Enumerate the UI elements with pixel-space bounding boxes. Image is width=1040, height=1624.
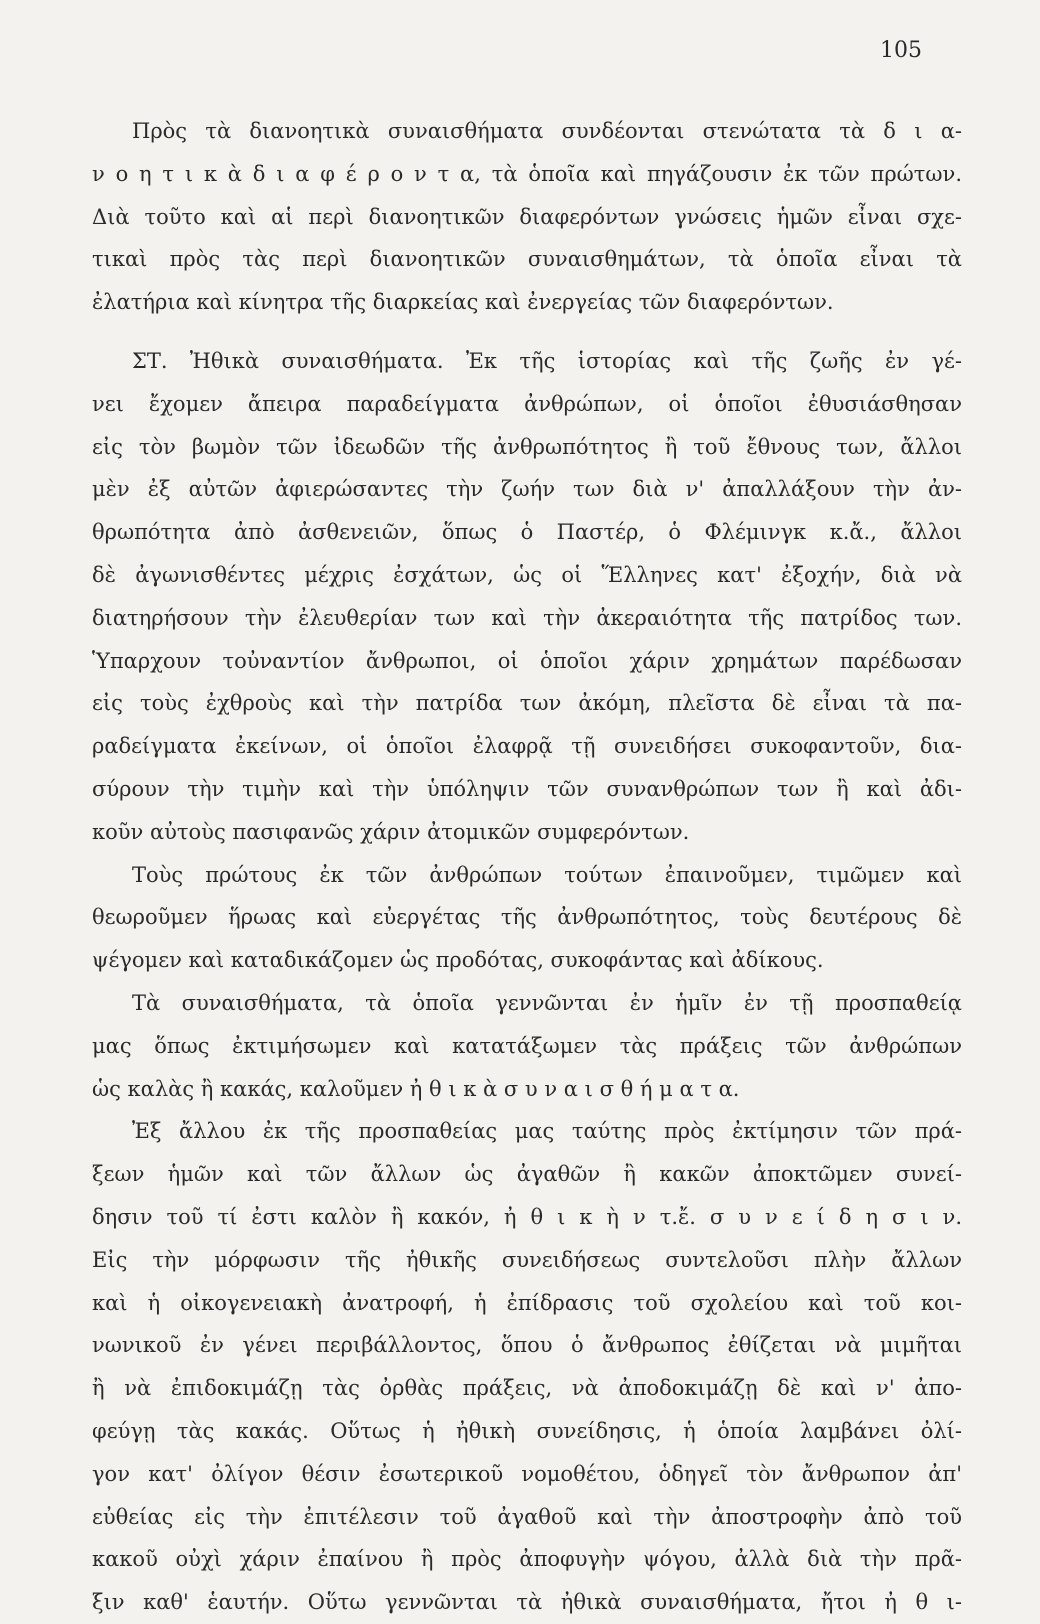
- text-line: ξεων ἡμῶν καὶ τῶν ἄλλων ὡς ἀγαθῶν ἢ κακῶν ἀποκτῶμεν συνεί-: [92, 1162, 962, 1187]
- text-line: δησιν τοῦ τί ἐστι καλὸν ἢ κακόν, ἠ θ ι κ ὴ ν τ.ἔ. σ υ ν ε ί δ η σ ι ν.: [92, 1204, 962, 1229]
- text-line: μας ὅπως ἐκτιμήσωμεν καὶ κατατάξωμεν τὰς πράξεις τῶν ἀνθρώπων: [92, 1033, 962, 1058]
- text-line: διατηρήσουν τὴν ἐλευθερίαν των καὶ τὴν ἀκεραιότητα τῆς πατρίδος των.: [92, 605, 962, 630]
- text-line: ξιν καθ' ἑαυτήν. Οὕτω γεννῶνται τὰ ἠθικὰ συναισθήματα, ἤτοι ἠ θ ι-: [92, 1590, 962, 1615]
- text-line: νωνικοῦ ἐν γένει περιβάλλοντος, ὅπου ὁ ἄνθρωπος ἐθίζεται νὰ μιμῆται: [92, 1333, 962, 1358]
- text-line: εἰς τοὺς ἐχθροὺς καὶ τὴν πατρίδα των ἀκόμη, πλεῖστα δὲ εἶναι τὰ πα-: [92, 691, 962, 716]
- text-line: εὐθείας εἰς τὴν ἐπιτέλεσιν τοῦ ἀγαθοῦ καὶ τὴν ἀποστροφὴν ἀπὸ τοῦ: [92, 1504, 962, 1529]
- text-line: κακοῦ οὐχὶ χάριν ἐπαίνου ἢ πρὸς ἀποφυγὴν ψόγου, ἀλλὰ διὰ τὴν πρᾶ-: [92, 1547, 962, 1572]
- body-text: [92, 110, 962, 1624]
- text-line: φεύγῃ τὰς κακάς. Οὕτως ἡ ἠθικὴ συνείδησις, ἡ ὁποία λαμβάνει ὀλί-: [92, 1418, 962, 1443]
- text-line: Τὰ συναισθήματα, τὰ ὁποῖα γεννῶνται ἐν ἡμῖν ἐν τῇ προσπαθείᾳ: [132, 990, 962, 1015]
- text-line: εἰς τὸν βωμὸν τῶν ἰδεωδῶν τῆς ἀνθρωπότητος ἢ τοῦ ἔθνους των, ἄλλοι: [92, 434, 962, 459]
- text-line: ἐλατήρια καὶ κίνητρα τῆς διαρκείας καὶ ἐνεργείας τῶν διαφερόντων.: [92, 290, 834, 315]
- text-line: ν ο η τ ι κ ὰ δ ι α φ έ ρ ο ν τ α, τὰ ὁποῖα καὶ πηγάζουσιν ἐκ τῶν πρώτων.: [92, 161, 962, 186]
- text-line: Πρὸς τὰ διανοητικὰ συναισθήματα συνδέονται στενώτατα τὰ δ ι α-: [132, 119, 962, 143]
- text-line: Ἐξ ἄλλου ἐκ τῆς προσπαθείας μας ταύτης πρὸς ἐκτίμησιν τῶν πρά-: [132, 1119, 962, 1144]
- text-line: θρωπότητα ἀπὸ ἀσθενειῶν, ὅπως ὁ Παστέρ, ὁ Φλέμινγκ κ.ἄ., ἄλλοι: [92, 520, 962, 545]
- text-line: Εἰς τὴν μόρφωσιν τῆς ἠθικῆς συνειδήσεως συντελοῦσι πλὴν ἄλλων: [92, 1247, 962, 1272]
- text-line: θεωροῦμεν ἥρωας καὶ εὐεργέτας τῆς ἀνθρωπότητος, τοὺς δευτέρους δὲ: [92, 905, 962, 930]
- text-line: ἢ νὰ ἐπιδοκιμάζῃ τὰς ὀρθὰς πράξεις, νὰ ἀποδοκιμάζῃ δὲ καὶ ν' ἀπο-: [92, 1376, 962, 1401]
- text-line: καὶ ἡ οἰκογενειακὴ ἀνατροφή, ἡ ἐπίδρασις τοῦ σχολείου καὶ τοῦ κοι-: [92, 1290, 962, 1315]
- text-line: Ὑπαρχουν τοὐναντίον ἄνθρωποι, οἱ ὁποῖοι χάριν χρημάτων παρέδωσαν: [92, 648, 962, 673]
- text-line: νει ἔχομεν ἄπειρα παραδείγματα ἀνθρώπων, οἱ ὁποῖοι ἐθυσιάσθησαν: [92, 391, 962, 416]
- text-line: γον κατ' ὀλίγον θέσιν ἐσωτερικοῦ νομοθέτου, ὁδηγεῖ τὸν ἄνθρωπον ἀπ': [92, 1461, 962, 1486]
- text-line: ΣΤ. Ἠθικὰ συναισθήματα. Ἐκ τῆς ἱστορίας καὶ τῆς ζωῆς ἐν γέ-: [132, 348, 962, 373]
- text-line: σύρουν τὴν τιμὴν καὶ τὴν ὑπόληψιν τῶν συνανθρώπων των ἢ καὶ ἀδι-: [92, 776, 962, 801]
- text-line: ὡς καλὰς ἢ κακάς, καλοῦμεν ἠ θ ι κ ὰ σ υ ν α ι σ θ ή μ α τ α.: [92, 1076, 740, 1101]
- text-line: δὲ ἀγωνισθέντες μέχρις ἐσχάτων, ὡς οἱ Ἕλληνες κατ' ἐξοχήν, διὰ νὰ: [92, 562, 962, 587]
- text-line: κοῦν αὐτοὺς πασιφανῶς χάριν ἀτομικῶν συμφερόντων.: [92, 819, 690, 844]
- text-line: Διὰ τοῦτο καὶ αἱ περὶ διανοητικῶν διαφερόντων γνώσεις ἡμῶν εἶναι σχε-: [92, 204, 962, 229]
- page-number: 105: [880, 38, 922, 63]
- text-line: μὲν ἐξ αὐτῶν ἀφιερώσαντες τὴν ζωήν των διὰ ν' ἀπαλλάξουν τὴν ἀν-: [92, 477, 962, 502]
- text-line: τικαὶ πρὸς τὰς περὶ διανοητικῶν συναισθημάτων, τὰ ὁποῖα εἶναι τὰ: [92, 247, 962, 272]
- text-line: ψέγομεν καὶ καταδικάζομεν ὡς προδότας, συκοφάντας καὶ ἀδίκους.: [92, 948, 824, 973]
- text-line: Τοὺς πρώτους ἐκ τῶν ἀνθρώπων τούτων ἐπαινοῦμεν, τιμῶμεν καὶ: [132, 862, 962, 887]
- text-line: ραδείγματα ἐκείνων, οἱ ὁποῖοι ἐλαφρᾷ τῇ συνειδήσει συκοφαντοῦν, δια-: [92, 734, 962, 759]
